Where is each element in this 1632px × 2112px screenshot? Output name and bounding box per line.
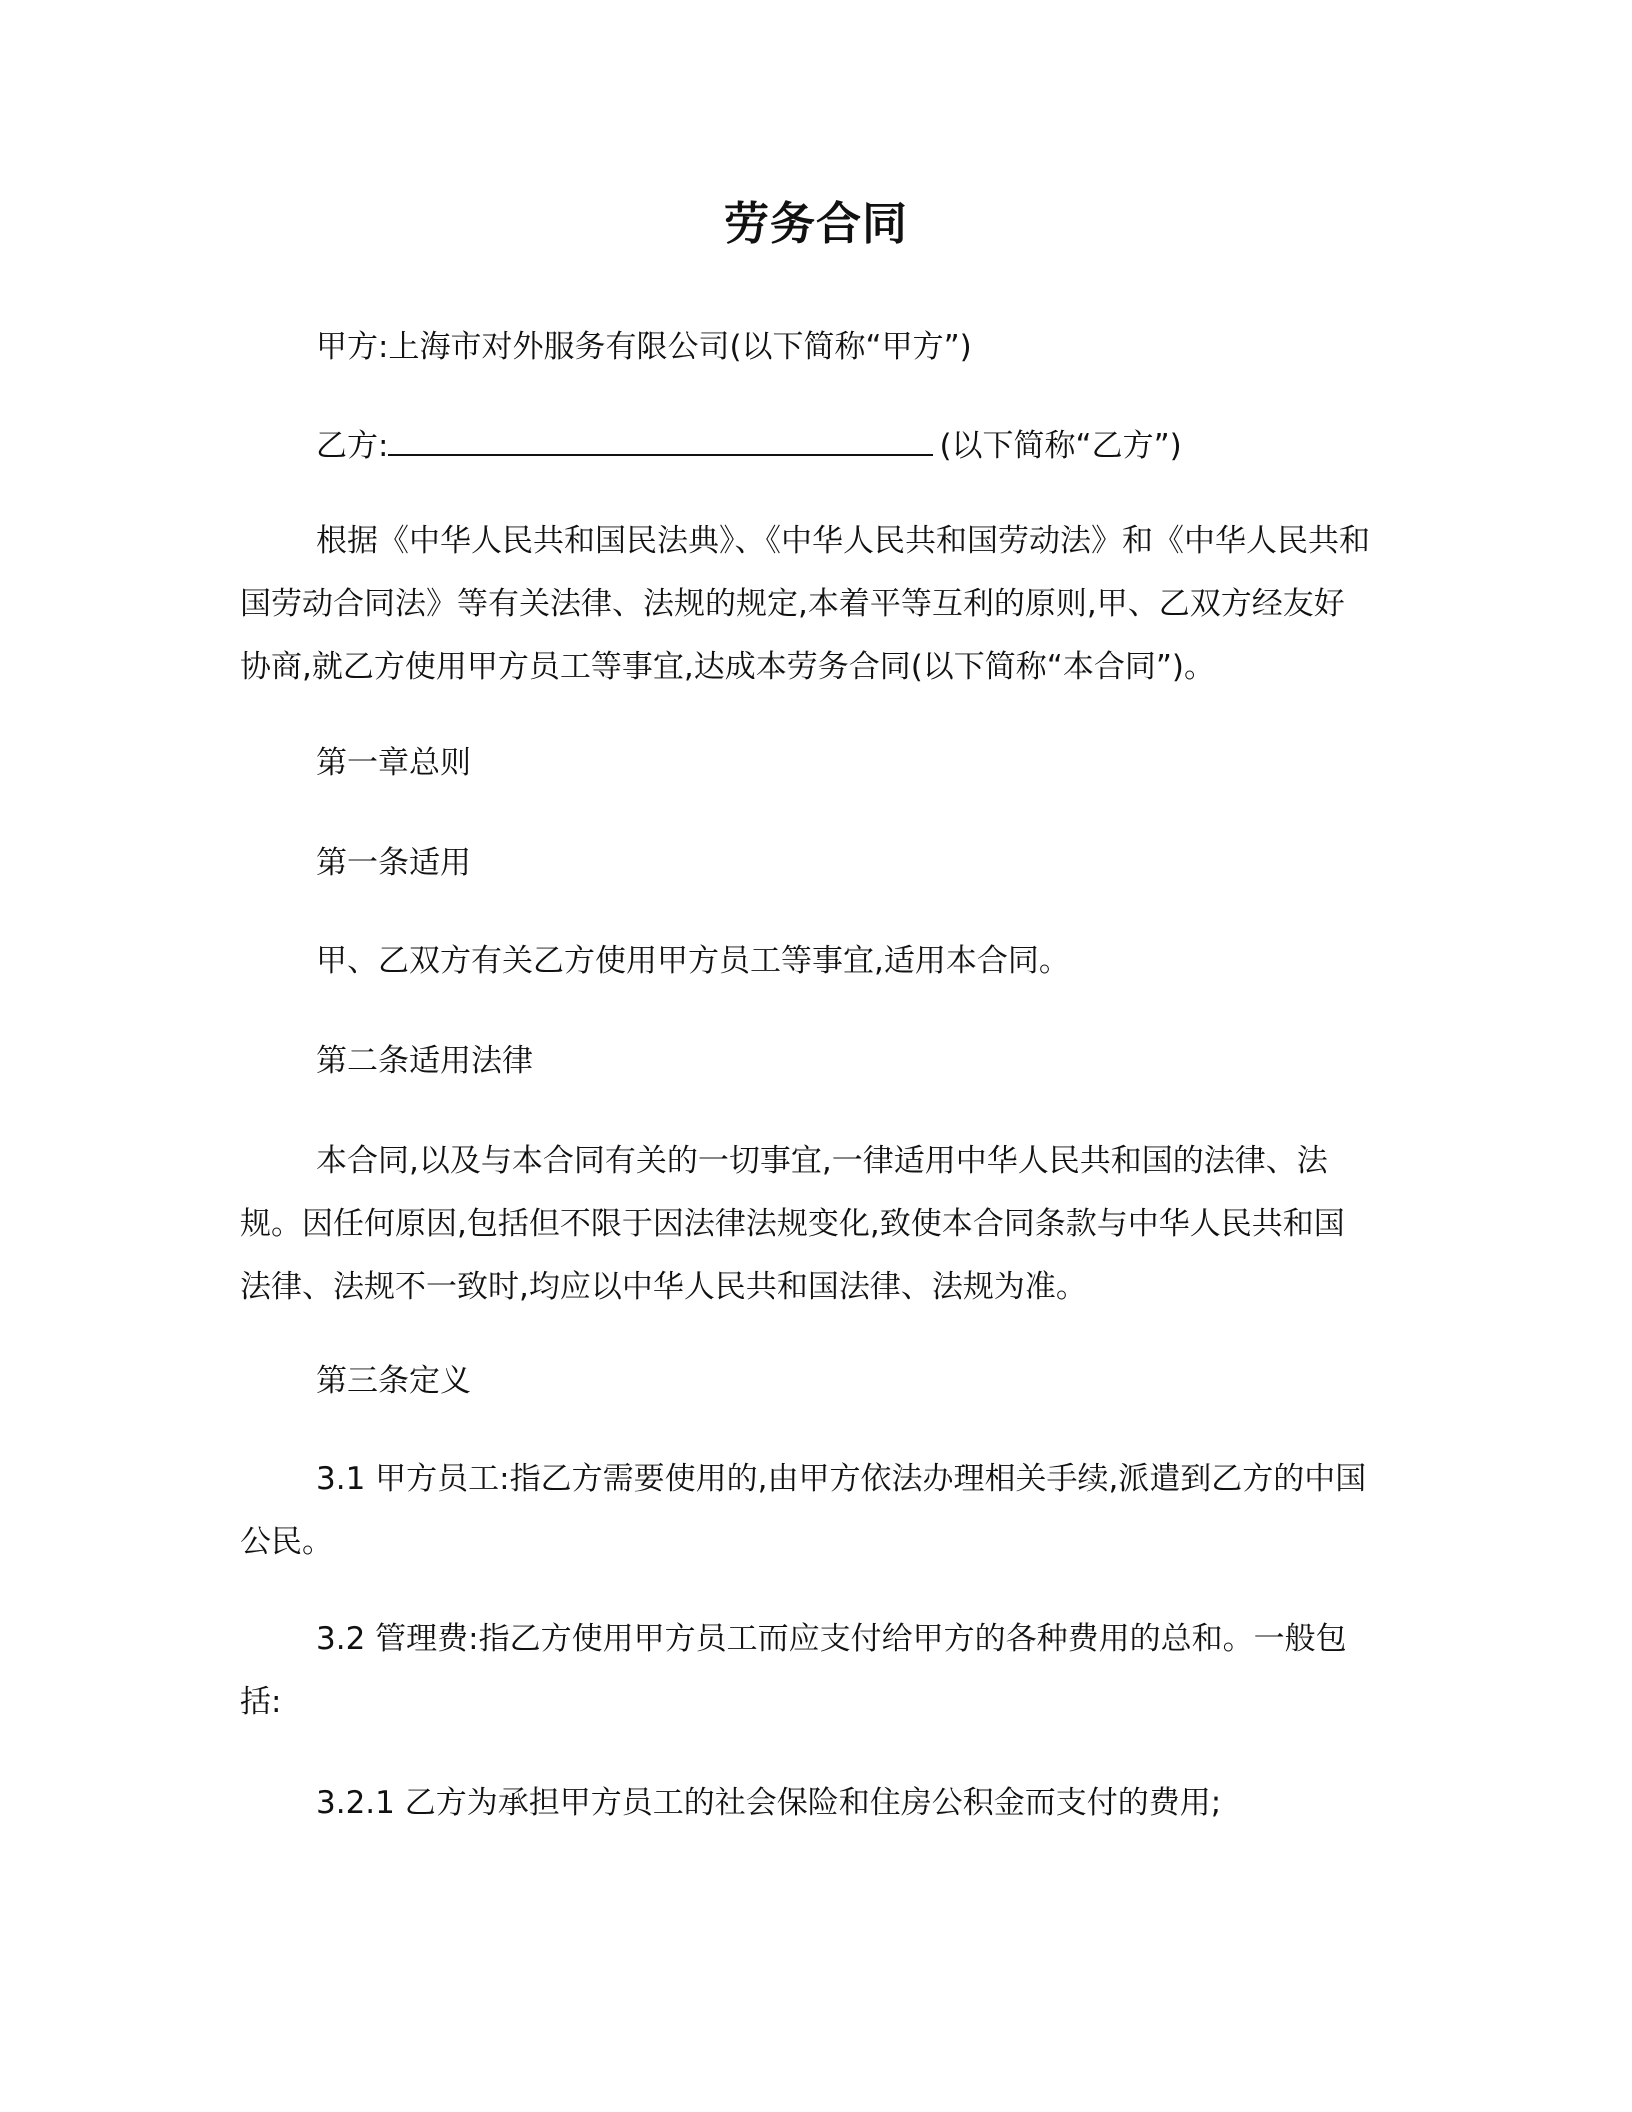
party-b-suffix: (以下简称“乙方”): [939, 428, 1182, 464]
page-title: 劳务合同: [723, 197, 908, 250]
article-1-title: 第一条适用: [316, 845, 471, 881]
party-b-label: 乙方:: [316, 428, 389, 464]
party-a-line: 甲方:上海市对外服务有限公司(以下简称“甲方”): [316, 329, 972, 365]
article-1-body: 甲、乙双方有关乙方使用甲方员工等事宜,适用本合同。: [316, 943, 1070, 979]
party-b-blank: [388, 420, 933, 456]
chapter-heading: 第一章总则: [316, 745, 471, 781]
article-2-title: 第二条适用法律: [316, 1043, 533, 1079]
preamble-paragraph: 根据《中华人民共和国民法典》、《中华人民共和国劳动法》和《中华人民共和国劳动合同法》等有关法律、法规的规定,本着平等互利的原则,甲、乙双方经友好协商,就乙方使用甲方员工等事宜,达成本劳务合同(以下简称“本合同”)。: [240, 523, 1370, 685]
definition-3-2-1: 3.2.1 乙方为承担甲方员工的社会保险和住房公积金而支付的费用;: [316, 1785, 1222, 1821]
article-2-body: 本合同,以及与本合同有关的一切事宜,一律适用中华人民共和国的法律、法规。因任何原因,包括但不限于因法律法规变化,致使本合同条款与中华人民共和国法律、法规不一致时,均应以中华人民共和国法律、法规为准。: [240, 1143, 1345, 1305]
definition-3-1: 3.1 甲方员工:指乙方需要使用的,由甲方依法办理相关手续,派遣到乙方的中国公民。: [240, 1461, 1367, 1560]
definition-3-2: 3.2 管理费:指乙方使用甲方员工而应支付给甲方的各种费用的总和。一般包括:: [240, 1621, 1347, 1720]
party-b-line: [316, 415, 1182, 478]
article-3-title: 第三条定义: [316, 1363, 471, 1399]
